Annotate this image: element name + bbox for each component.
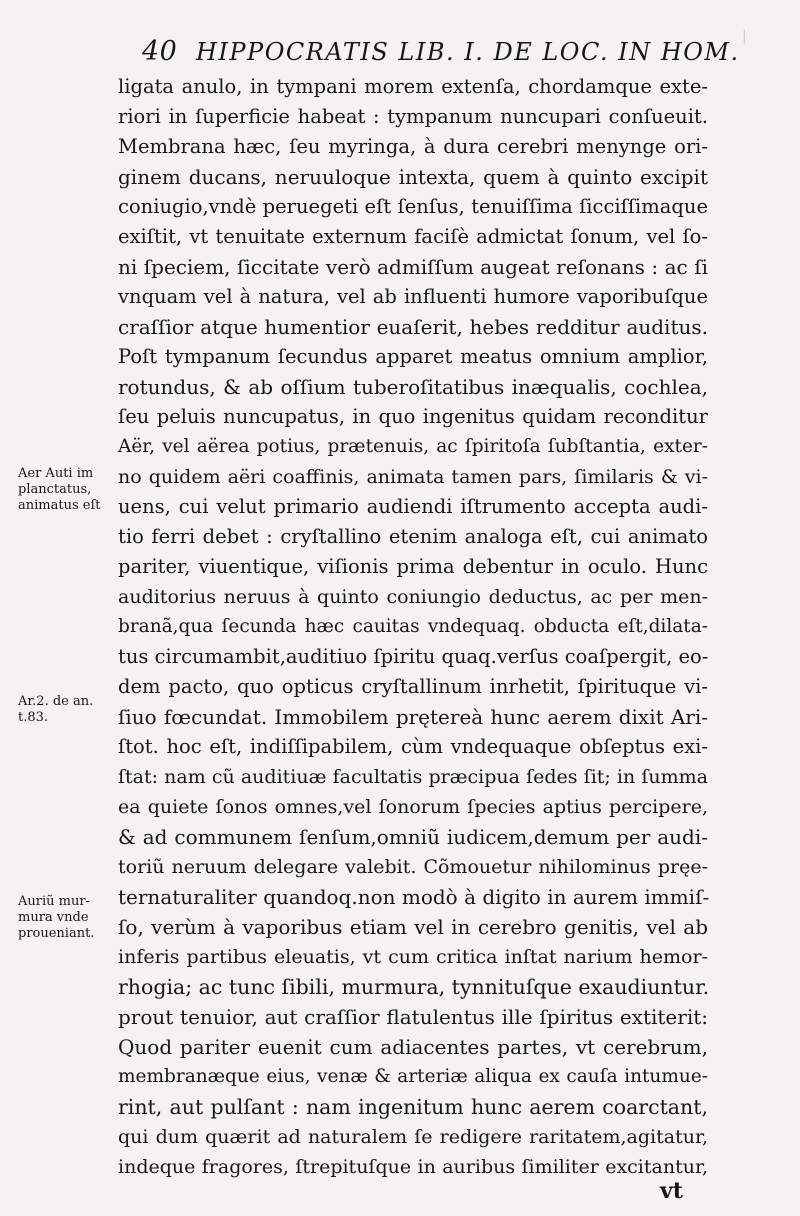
text-line: ternaturaliter quandoq.non modò à digito in aurem immiſ- [118,885,710,909]
page-header [0,36,800,70]
margin-note: Auriũ mur- mura vnde proueniant. [18,894,95,941]
text-line: ligata anulo, in tympani morem extenſa, chordamque exte- [118,75,708,98]
text-line: ea quiete ſonos omnes,vel ſonorum ſpecies aptius percipere, [118,796,708,818]
text-line: membranæque eius, venæ & arteriæ aliqua ex cauſa intumue- [118,1066,708,1087]
margin-note: Aer Auti im planctatus, animatus eſt [18,466,101,513]
text-line: Quod pariter euenit cum adiacentes partes, vt cerebrum, [118,1035,708,1059]
text-line: indeque fragores, ſtrepituſque in auribus ſimiliter excitantur, [118,1156,708,1178]
bleed-through-mark: | [742,28,747,44]
text-line: tio ferri debet : cryſtallino etenim analoga eſt, cui animato [118,525,708,548]
text-line: craſſior atque humentior euaſerit, hebes redditur auditus. [118,315,708,339]
text-line: prout tenuior, aut craſſior flatulentus ille ſpiritus extiterit: [118,1005,708,1029]
text-line: Poſt tympanum ſecundus apparet meatus omnium amplior, [118,345,708,368]
text-line: toriũ neruum delegare valebit. Cõmouetur nihilominus pręe- [118,856,708,878]
catchword: vt [660,1178,683,1204]
text-line: ſtot. hoc eſt, indiſſipabilem, cùm vndequaque obſeptus exi- [118,735,708,758]
text-line: ginem ducans, neruuloque intexta, quem à quinto excipit [118,165,708,189]
text-line: rint, aut pulſant : nam ingenitum hunc aerem coarctant, [118,1095,708,1119]
text-line: & ad communem ſenſum,omniũ iudicem,demum per audi- [118,825,708,849]
text-line: branã,qua ſecunda hæc cauitas vndequaq. obducta eſt,dilata- [118,616,708,637]
running-title: HIPPOCRATIS LIB. I. DE LOC. IN HOM. [196,38,740,66]
margin-note: Ar.2. de an. t.83. [18,694,94,725]
text-line: uens, cui velut primario audiendi iſtrumento accepta audi- [118,495,708,518]
text-line: rhogia; ac tunc ſibili, murmura, tynnituſque exaudiuntur. [118,975,710,999]
text-line: ſeu peluis nuncupatus, in quo ingenitus quidam reconditur [118,405,708,428]
text-line: rotundus, & ab oſſium tuberoſitatibus inæqualis, cochlea, [118,375,708,399]
text-line: no quidem aëri coaffinis, animata tamen pars, ſimilaris & vi- [118,466,708,488]
bleed-through-text [52,142,53,157]
text-line: coniugio,vndè peruegeti eſt ſenſus, tenuiſſima ſicciſſimaque [118,195,708,218]
text-line: inferis partibus eleuatis, vt cum critica inſtat narium hemor- [118,946,708,968]
text-line: ſtat: nam cũ auditiuæ facultatis præcipua ſedes ſit; in ſumma [118,766,708,788]
page-number: 40 [142,36,178,67]
text-line: vnquam vel à natura, vel ab influenti humore vaporibuſque [118,285,708,308]
text-line: exiſtit, vt tenuitate externum faciſè admictat ſonum, vel ſo- [118,225,708,248]
text-line: ſiuo fœcundat. Immobilem prętereà hunc aerem dixit Ari- [118,705,708,729]
text-line: riori in ſuperficie habeat : tympanum nuncupari conſueuit. [118,105,708,128]
text-line: qui dum quærit ad naturalem ſe redigere raritatem,agitatur, [118,1126,708,1148]
text-line: pariter, viuentique, viſionis prima debentur in oculo. Hunc [118,555,708,578]
text-line: Membrana hæc, ſeu myringa, à dura cerebri menynge ori- [118,135,708,158]
text-line: dem pacto, quo opticus cryſtallinum inrhetit, ſpirituque vi- [118,675,708,698]
text-line: ni ſpeciem, ſiccitate verò admiſſum augeat reſonans : ac ſi [118,255,708,279]
text-line: Aër, vel aërea potius, prætenuis, ac ſpiritoſa ſubſtantia, exter- [118,436,708,457]
text-line: ſo, verùm à vaporibus etiam vel in cerebro genitis, vel ab [118,915,708,939]
text-line: auditorius neruus à quinto coniungio deductus, ac per men- [118,586,708,608]
text-line: tus circumambit,auditiuo ſpiritu quaq.verſus coaſpergit, eo- [118,645,709,668]
